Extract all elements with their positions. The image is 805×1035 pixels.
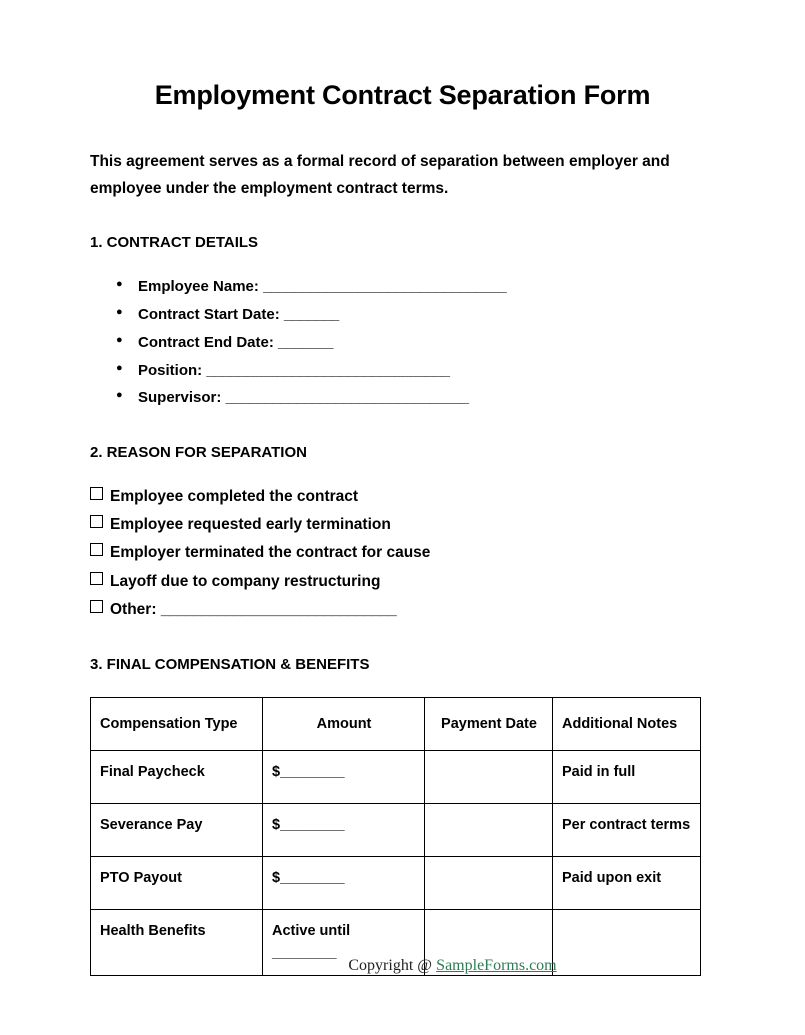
cell-payment-date[interactable] xyxy=(425,804,553,857)
list-item xyxy=(138,301,715,329)
checkbox-icon[interactable] xyxy=(90,543,103,556)
field-label: Position: xyxy=(138,361,203,379)
cell-amount[interactable]: $________ xyxy=(263,857,425,910)
compensation-table xyxy=(90,697,701,976)
page-title: Employment Contract Separation Form xyxy=(154,80,651,110)
checklist-label: Layoff due to company restructuring xyxy=(110,572,381,590)
column-header-amount: Amount xyxy=(263,698,425,751)
list-item xyxy=(138,357,715,385)
brand-link[interactable]: SampleForms.com xyxy=(436,957,557,974)
checklist-item[interactable] xyxy=(90,596,715,624)
field-label: Contract End Date: xyxy=(138,333,274,351)
cell-additional-notes: Paid upon exit xyxy=(553,857,701,910)
field-blank[interactable]: _______ xyxy=(278,333,333,351)
cell-amount[interactable]: $________ xyxy=(263,804,425,857)
checklist-label: Employee requested early termination xyxy=(110,516,391,534)
checklist-item[interactable] xyxy=(90,539,715,567)
list-item xyxy=(138,273,715,301)
copyright-text: Copyright @ xyxy=(348,957,432,974)
list-item xyxy=(138,329,715,357)
table-header xyxy=(91,698,701,751)
checkbox-icon[interactable] xyxy=(90,487,103,500)
section-heading-reason-for-separation: 2. REASON FOR SEPARATION xyxy=(90,444,307,461)
section-heading-contract-details: 1. CONTRACT DETAILS xyxy=(90,234,259,252)
column-header-additional-notes: Additional Notes xyxy=(553,698,701,751)
field-blank[interactable]: _______ xyxy=(283,306,339,323)
checklist-item[interactable] xyxy=(90,511,715,539)
field-blank[interactable]: _______________________________ xyxy=(206,361,450,379)
cell-payment-date[interactable] xyxy=(425,751,553,804)
cell-additional-notes: Per contract terms xyxy=(553,804,701,857)
field-blank[interactable]: _______________________________ xyxy=(263,278,507,296)
field-label: Employee Name: xyxy=(138,278,259,296)
column-header-payment-date: Payment Date xyxy=(425,698,553,751)
cell-additional-notes: Paid in full xyxy=(553,751,701,804)
checklist-other-blank[interactable]: _____________________________ xyxy=(160,600,397,618)
field-label: Contract Start Date: xyxy=(138,306,280,323)
checkbox-icon[interactable] xyxy=(90,572,103,585)
column-header-compensation-type: Compensation Type xyxy=(91,698,263,751)
table-row xyxy=(91,804,701,857)
checklist-label: Employer terminated the contract for cause xyxy=(110,544,431,562)
cell-compensation-type: Severance Pay xyxy=(91,804,263,857)
checklist-item[interactable] xyxy=(90,483,715,511)
cell-amount[interactable]: $________ xyxy=(263,751,425,804)
table-row xyxy=(91,857,701,910)
cell-compensation-type: Final Paycheck xyxy=(91,751,263,804)
cell-compensation-type: Health Benefits xyxy=(91,910,263,976)
cell-compensation-type: PTO Payout xyxy=(91,857,263,910)
table-row xyxy=(91,698,701,751)
field-label: Supervisor: xyxy=(138,389,222,407)
intro-paragraph: This agreement serves as a formal record of separation between employer and employee under the employment contract terms. xyxy=(90,153,670,198)
contract-details-list xyxy=(90,253,715,412)
reason-checklist xyxy=(90,463,715,624)
table-row xyxy=(91,751,701,804)
checklist-item[interactable] xyxy=(90,568,715,596)
field-blank[interactable]: _______________________________ xyxy=(225,389,469,407)
table-body xyxy=(91,751,701,976)
checklist-label: Employee completed the contract xyxy=(110,488,359,505)
cell-payment-date[interactable] xyxy=(425,857,553,910)
list-item xyxy=(138,384,715,412)
checkbox-icon[interactable] xyxy=(90,515,103,528)
footer xyxy=(0,957,805,975)
section-heading-final-compensation: 3. FINAL COMPENSATION & BENEFITS xyxy=(90,656,370,674)
cell-amount[interactable]: Active until ________ xyxy=(263,910,425,976)
checkbox-icon[interactable] xyxy=(90,600,103,613)
checklist-label: Other: xyxy=(110,600,157,618)
